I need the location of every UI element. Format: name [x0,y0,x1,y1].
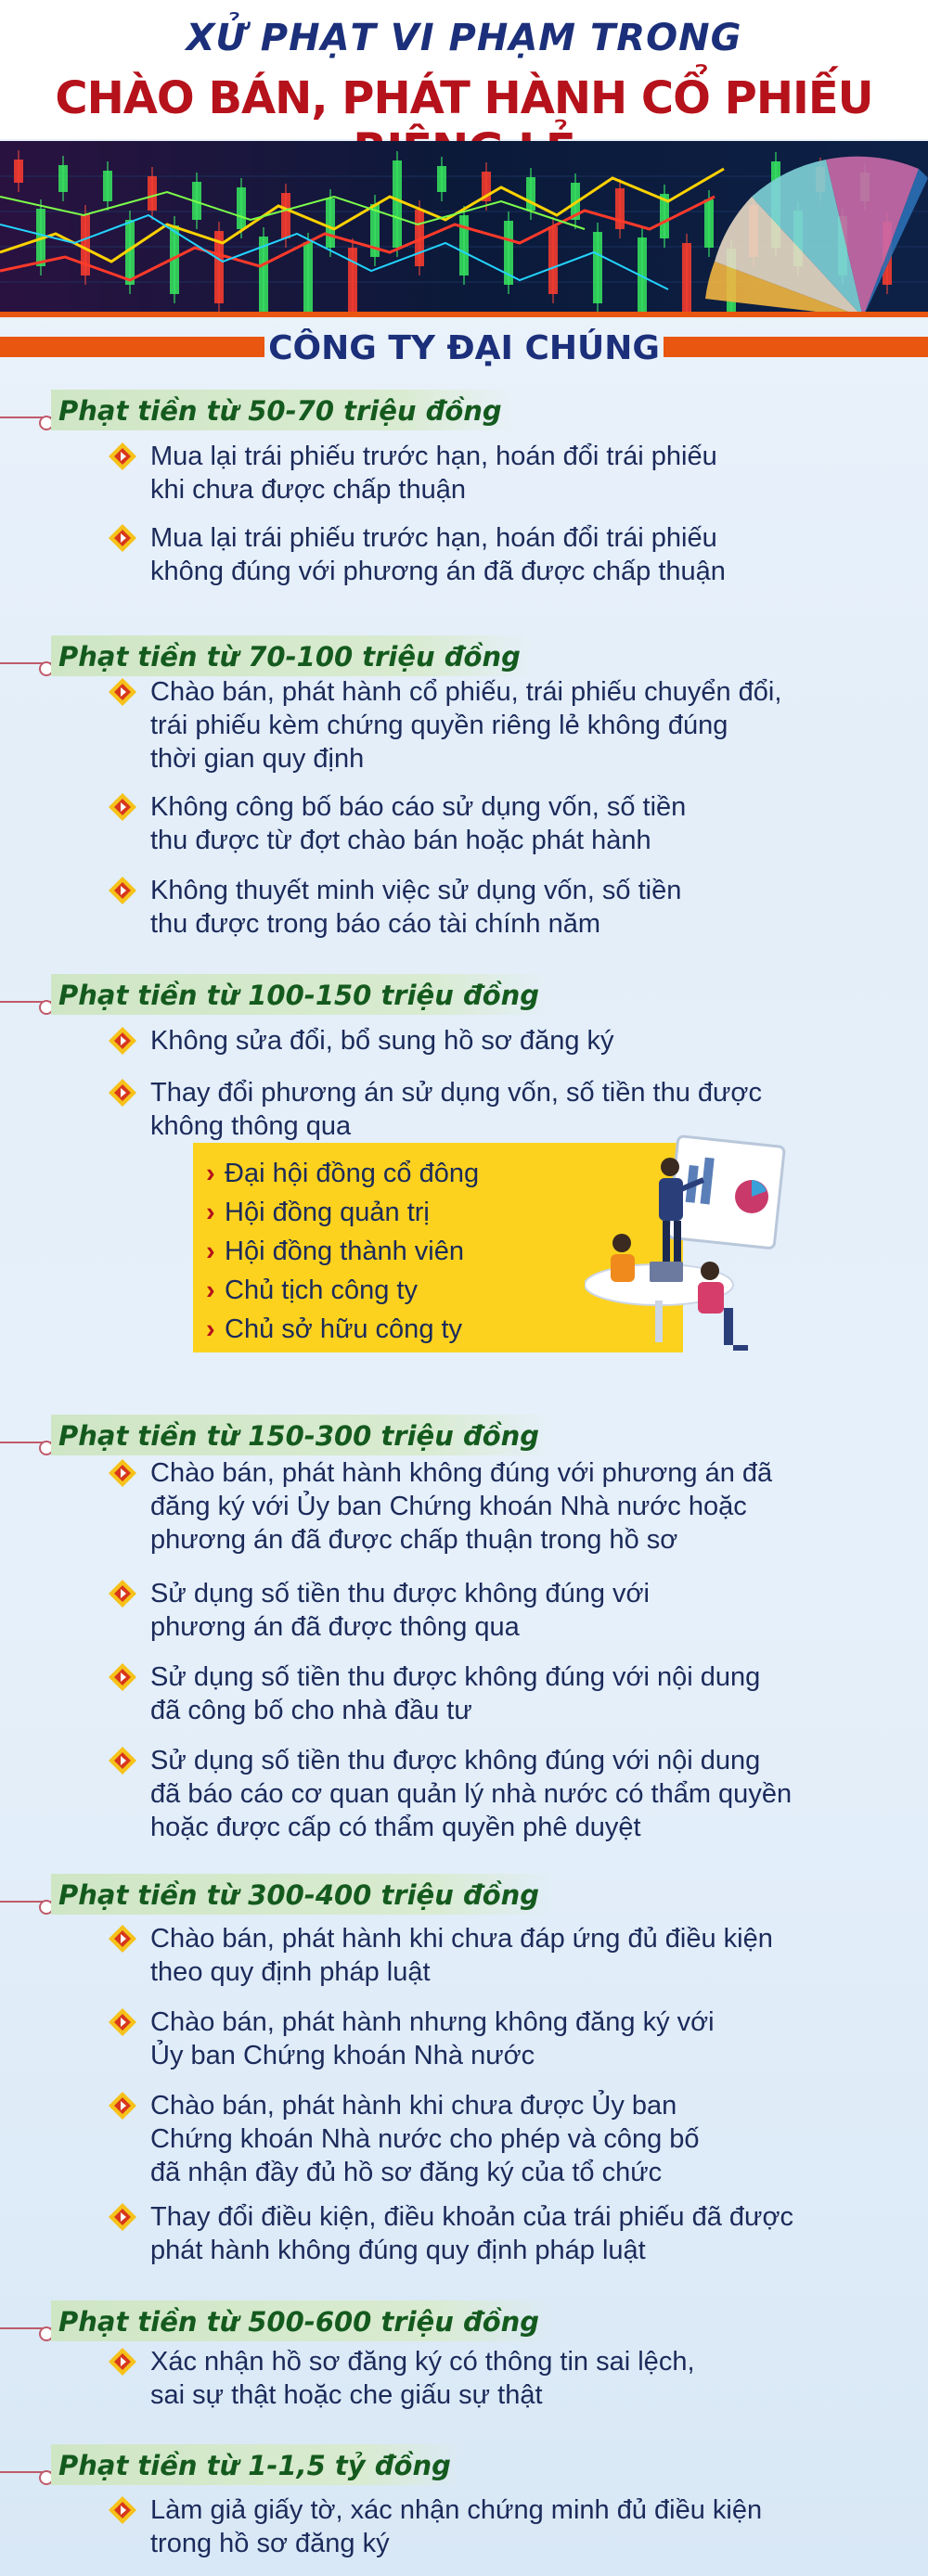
meeting-illustration [585,1132,798,1373]
violation-item-line: đã công bố cho nhà đầu tư [150,1696,472,1725]
violation-item-line: Không thuyết minh việc sử dụng vốn, số tiền [150,876,682,905]
violation-item-line: Không sửa đổi, bổ sung hồ sơ đăng ký [150,1026,614,1056]
violation-item-line: Sử dụng số tiền thu được không đúng với nội dung [150,1746,761,1775]
section-header [0,329,928,376]
violation-item [150,440,921,506]
violation-item-line: Không công bố báo cáo sử dụng vốn, số tiền [150,792,687,822]
violation-item-line: đã nhận đầy đủ hồ sơ đăng ký của tổ chức [150,2158,663,2187]
group-connector [0,1894,56,1916]
violation-item-line: Làm giả giấy tờ, xác nhận chứng minh đủ điều kiện [150,2495,763,2525]
violation-item [150,1024,921,1057]
violation-item [150,521,921,588]
diamond-bullet-icon [107,875,138,906]
diamond-bullet-icon [107,2201,138,2233]
diamond-bullet-icon [107,522,138,554]
stock-chart-banner [0,141,928,317]
violation-item-line: Sử dụng số tiền thu được không đúng với [150,1579,650,1608]
diamond-bullet-icon [107,1457,138,1489]
violation-item-line: Chào bán, phát hành cổ phiếu, trái phiếu chuyển đổi, [150,677,782,707]
penalty-group-title: Phạt tiền từ 300-400 triệu đồng [51,1874,552,1915]
diamond-bullet-icon [107,2346,138,2377]
diamond-bullet-icon [107,1025,138,1057]
group-connector [0,656,56,678]
penalty-group-title: Phạt tiền từ 500-600 triệu đồng [51,2300,552,2341]
violation-item-line: Chào bán, phát hành khi chưa được Ủy ban [150,2091,677,2121]
diamond-bullet-icon [107,791,138,823]
approval-body-item [206,1156,479,1191]
diamond-bullet-icon [107,1923,138,1954]
violation-item [150,1456,921,1557]
violation-item-line: Sử dụng số tiền thu được không đúng với nội dung [150,1662,761,1692]
violation-item-line: trong hồ sơ đăng ký [150,2529,390,2558]
approval-body-item [206,1195,430,1230]
diamond-bullet-icon [107,2006,138,2038]
violation-item-line: Ủy ban Chứng khoán Nhà nước [150,2041,535,2070]
approval-body-label: Hội đồng quản trị [225,1198,430,1227]
diamond-bullet-icon [107,1661,138,1693]
violation-item-line: không đúng với phương án đã được chấp thuận [150,557,726,586]
section-heading: CÔNG TY ĐẠI CHÚNG [268,329,660,367]
approval-body-label: Chủ sở hữu công ty [225,1314,463,1344]
title-line-1: XỬ PHẠT VI PHẠM TRONG [186,17,742,59]
violation-item-line: đăng ký với Ủy ban Chứng khoán Nhà nước hoặc [150,1492,747,1521]
section-header-bar-left [0,337,264,357]
violation-item-line: phát hành không đúng quy định pháp luật [150,2236,646,2265]
violation-item [150,790,921,857]
approval-body-label: Đại hội đồng cổ đông [225,1159,480,1188]
violation-item-line: thời gian quy định [150,744,365,774]
violation-item-line: khi chưa được chấp thuận [150,475,466,505]
chevron-right-icon: › [206,1275,215,1305]
approval-body-item [206,1234,464,1269]
violation-item-line: Chứng khoán Nhà nước cho phép và công bố [150,2124,700,2154]
violation-item [150,1076,921,1143]
violation-item [150,1577,921,1644]
group-connector [0,2465,56,2487]
penalty-group-title: Phạt tiền từ 70-100 triệu đồng [51,635,534,676]
group-connector [0,994,56,1017]
violation-item-line: Thay đổi phương án sử dụng vốn, số tiền thu được [150,1078,762,1108]
title-area [0,0,928,139]
violation-item-line: sai sự thật hoặc che giấu sự thật [150,2380,543,2410]
violation-item-line: theo quy định pháp luật [150,1957,431,1987]
violation-item [150,874,921,941]
violation-item-line: trái phiếu kèm chứng quyền riêng lẻ không đúng [150,711,728,740]
violation-item-line: thu được từ đợt chào bán hoặc phát hành [150,826,651,855]
violation-item [150,1922,921,1989]
violation-item [150,1660,921,1727]
chevron-right-icon: › [206,1159,215,1188]
approval-body-label: Chủ tịch công ty [225,1275,418,1305]
group-connector [0,410,56,432]
title-line-2: CHÀO BÁN, PHÁT HÀNH CỔ PHIẾU [55,72,873,124]
violation-item-line: Mua lại trái phiếu trước hạn, hoán đổi trái phiếu [150,523,717,553]
chevron-right-icon: › [206,1314,215,1344]
approval-body-item [206,1312,462,1347]
diamond-bullet-icon [107,676,138,708]
violation-item-line: hoặc được cấp có thẩm quyền phê duyệt [150,1813,641,1842]
violation-item [150,1744,921,1844]
chevron-right-icon: › [206,1237,215,1266]
violation-item-line: đã báo cáo cơ quan quản lý nhà nước có thẩm quyền [150,1779,793,1809]
violation-item-line: Xác nhận hồ sơ đăng ký có thông tin sai lệch, [150,2347,695,2377]
diamond-bullet-icon [107,1578,138,1609]
diamond-bullet-icon [107,441,138,472]
violation-item [150,2006,921,2072]
group-connector [0,1435,56,1457]
violation-item-line: Chào bán, phát hành nhưng không đăng ký với [150,2007,715,2037]
diamond-bullet-icon [107,2090,138,2121]
violation-item-line: phương án đã được chấp thuận trong hồ sơ [150,1525,678,1555]
chevron-right-icon: › [206,1198,215,1227]
diamond-bullet-icon [107,1745,138,1776]
penalty-group-title: Phạt tiền từ 100-150 triệu đồng [51,974,552,1015]
section-header-bar-right [664,337,928,357]
violation-item-line: Thay đổi điều kiện, điều khoản của trái phiếu đã được [150,2202,793,2232]
violation-item [150,2493,921,2560]
approval-body-item [206,1273,418,1308]
violation-item-line: Mua lại trái phiếu trước hạn, hoán đổi trái phiếu [150,442,717,471]
violation-item [150,2089,921,2189]
violation-item [150,2200,921,2267]
penalty-group-title: Phạt tiền từ 150-300 triệu đồng [51,1415,552,1455]
violation-item-line: phương án đã được thông qua [150,1612,520,1642]
approval-body-label: Hội đồng thành viên [225,1237,464,1266]
diamond-bullet-icon [107,1077,138,1109]
violation-item-line: không thông qua [150,1111,352,1141]
violation-item [150,675,921,775]
violation-item-line: thu được trong báo cáo tài chính năm [150,909,600,939]
diamond-bullet-icon [107,2494,138,2526]
penalty-group-title: Phạt tiền từ 50-70 triệu đồng [51,390,515,430]
group-connector [0,2321,56,2343]
stock-chart-illustration [0,141,928,317]
violation-item [150,2345,921,2412]
penalty-group-title: Phạt tiền từ 1-1,5 tỷ đồng [51,2444,464,2485]
violation-item-line: Chào bán, phát hành khi chưa đáp ứng đủ điều kiện [150,1924,773,1954]
violation-item-line: Chào bán, phát hành không đúng với phương án đã [150,1458,773,1488]
